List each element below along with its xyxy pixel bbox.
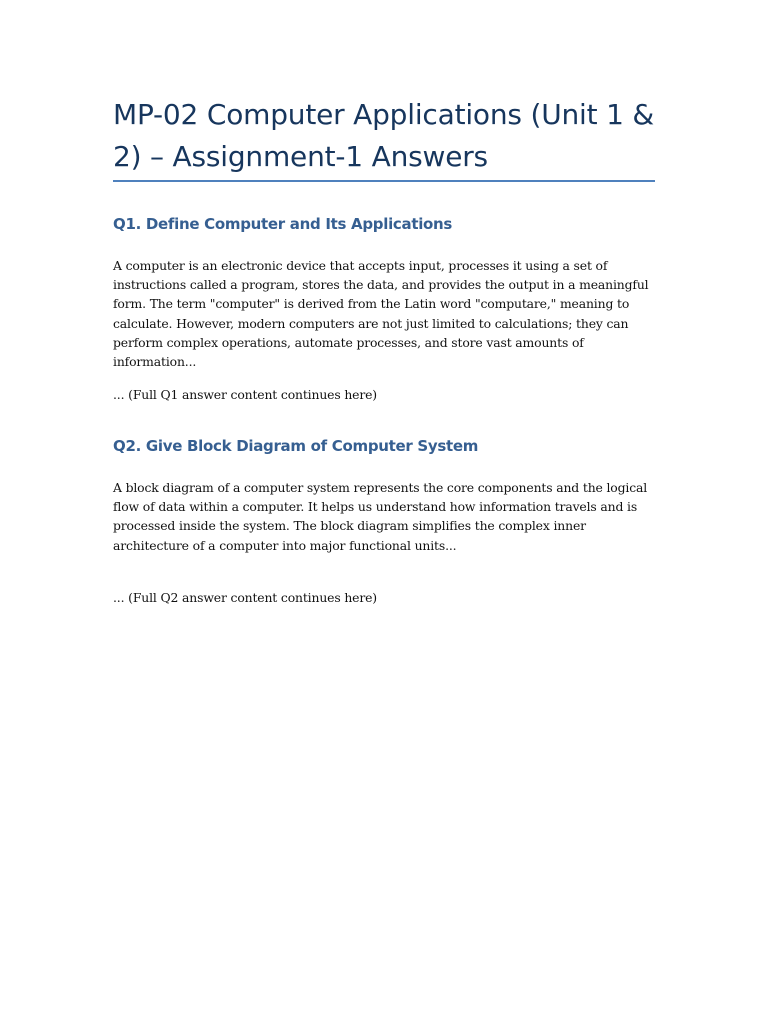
q2-continuation-note: ... (Full Q2 answer content continues here) bbox=[113, 590, 377, 605]
q1-body-paragraph: A computer is an electronic device that accepts input, processes it using a set of instructions called a program, stores the data, and provides the output in a meaningful form. The term "computer" is derived from the Latin word "computare," meaning to calculate. However, modern computers are not just limited to calculations; they can perform complex operations, automate processes, and store vast amounts of information... bbox=[113, 258, 649, 370]
title-underline bbox=[113, 180, 655, 182]
document-title: MP-02 Computer Applications (Unit 1 & 2) – Assignment-1 Answers bbox=[113, 98, 655, 173]
q1-heading: Q1. Define Computer and Its Applications bbox=[113, 215, 453, 233]
q2-heading: Q2. Give Block Diagram of Computer System bbox=[113, 437, 479, 455]
q1-continuation-note: ... (Full Q1 answer content continues here) bbox=[113, 387, 377, 402]
q2-body-paragraph: A block diagram of a computer system represents the core components and the logical flow of data within a computer. It helps us understand how information travels and is processed inside the system. The block diagram simplifies the complex inner architecture of a computer into major functional units... bbox=[113, 480, 648, 553]
